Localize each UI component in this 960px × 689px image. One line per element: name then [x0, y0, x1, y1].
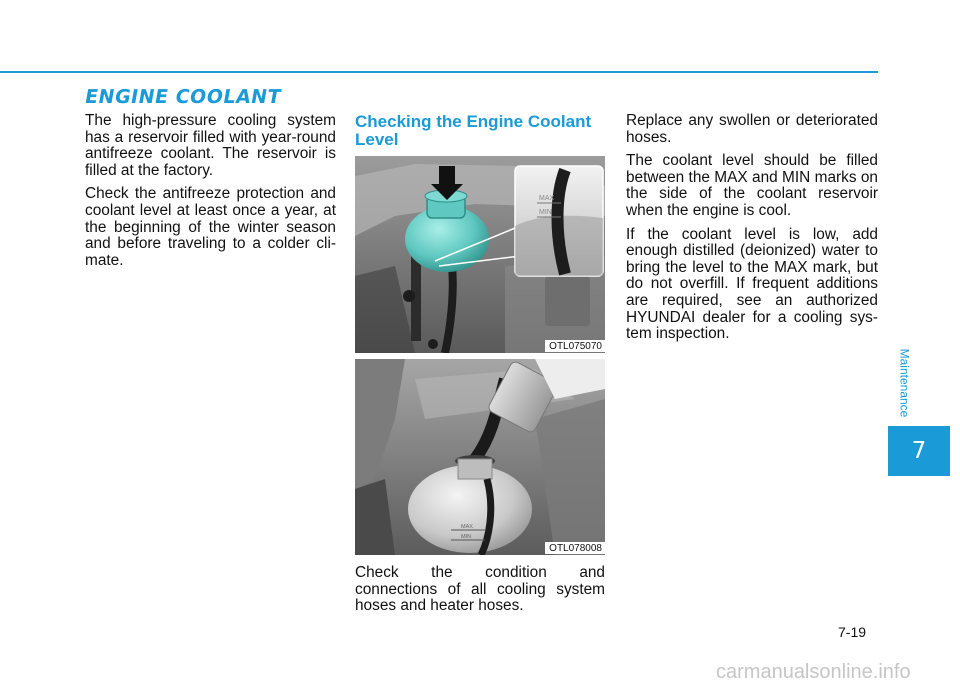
intro-paragraph-2: Check the antifreeze protection and coolant level at least once a year, at the beginning of the winter season and before traveling to a colder cli-mate.: [85, 185, 336, 269]
intro-column: [85, 113, 336, 276]
min-mark-label: MIN: [461, 534, 472, 540]
checking-heading: Checking the Engine Coolant Level: [355, 112, 592, 149]
max-mark-label: MAX: [461, 524, 473, 530]
page-number: 7-19: [838, 624, 867, 640]
chapter-side-label: [894, 340, 914, 425]
coolant-level-paragraph: The coolant level should be filled between the MAX and MIN marks on the side of the coolant reservoir when the engine is cool.: [626, 152, 878, 219]
chapter-tab: 7: [888, 426, 950, 476]
intro-paragraph-1: The high-pressure cooling system has a reservoir filled with year-round antifreeze coolant. The reservoir is filled at the factory.: [85, 112, 336, 179]
section-title: ENGINE COOLANT: [83, 86, 283, 108]
replace-hoses-paragraph: Replace any swollen or deteriorated hoses.: [626, 112, 878, 146]
header-rule: [0, 71, 878, 73]
engine-bay-illustration: [355, 156, 605, 353]
coolant-reservoir-figure: [355, 156, 605, 353]
max-mark-label: MAX: [539, 195, 555, 202]
chapter-label-text: Maintenance: [897, 348, 911, 417]
hose-check-paragraph: Check the condition and connections of all cooling system hoses and heater hoses.: [355, 564, 605, 615]
watermark: carmanualsonline.info: [716, 661, 911, 683]
instructions-column: [626, 113, 878, 350]
checking-column: [355, 113, 605, 622]
figure-code: OTL078008: [545, 542, 605, 554]
coolant-refill-illustration: [355, 359, 605, 555]
figure-code: OTL075070: [545, 340, 605, 352]
adding-coolant-figure: [355, 359, 605, 555]
min-mark-label: MIN: [539, 209, 552, 216]
low-coolant-paragraph: If the coolant level is low, add enough distilled (deionized) water to bring the level to the MAX mark, but do not overfill. If frequent additions are required, see an authorized HYUNDAI dealer for a cooling sys-tem inspection.: [626, 225, 878, 343]
